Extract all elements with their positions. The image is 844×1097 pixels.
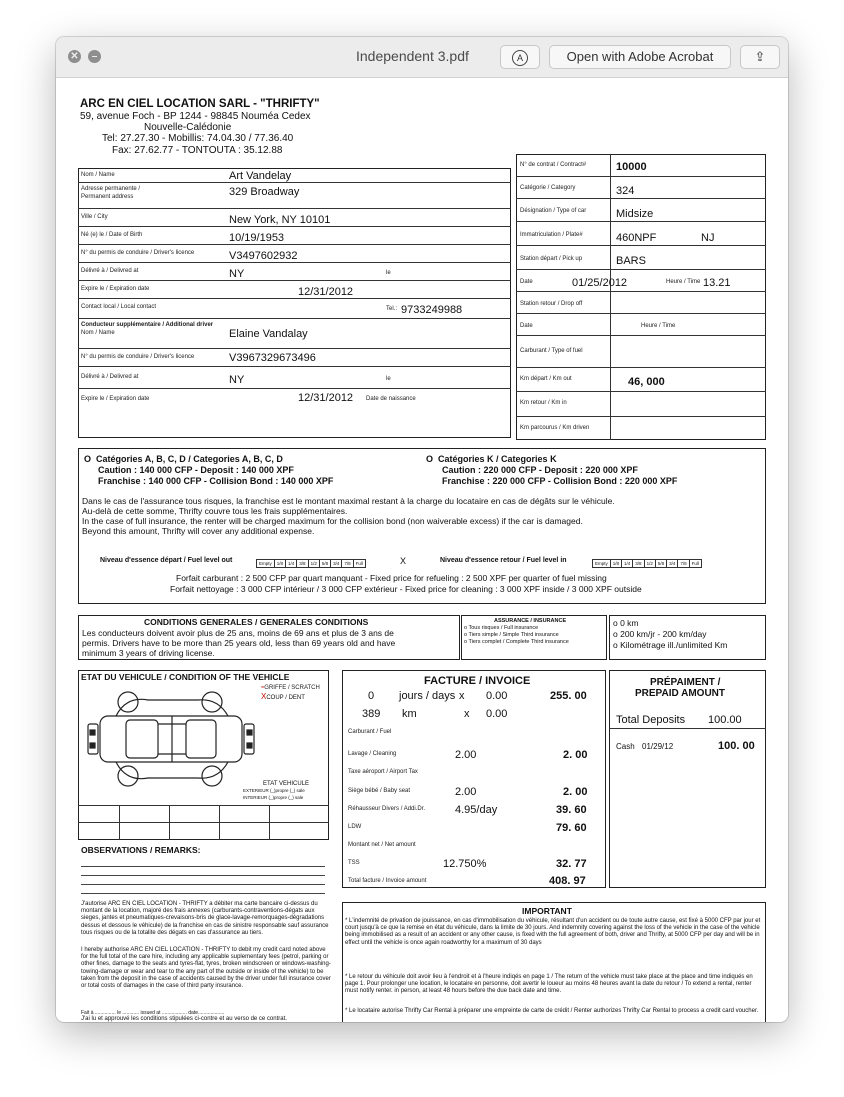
- category-label: Catégorie / Category: [520, 185, 576, 191]
- fuel-out-gauge[interactable]: [256, 555, 365, 573]
- customer-license: V3497602932: [229, 250, 298, 262]
- vehicle-condition-title: ETAT DU VEHICULE / CONDITION OF THE VEHICLE: [81, 672, 290, 682]
- invoice-tss-label: TSS: [348, 860, 360, 866]
- fuel-in-level: Full: [689, 559, 702, 568]
- fuel-in-level: 1/2: [644, 559, 656, 568]
- conditions-line-3: minimum 3 years of driving license.: [82, 648, 215, 658]
- fuel-out-level: Empty: [256, 559, 275, 568]
- additional-driver-name: Elaine Vandalay: [229, 328, 308, 340]
- pickup-time-label: Heure / Time: [666, 279, 701, 285]
- company-fax: Fax: 27.62.77 - TONTOUTA : 35.12.88: [112, 145, 283, 156]
- insurance-para-4: Beyond this amount, Thrifty will cover any additional expense.: [82, 526, 315, 536]
- customer-dob: 10/19/1953: [229, 232, 285, 244]
- invoice-box: [342, 670, 606, 888]
- fuel-out-level: 1/4: [285, 559, 297, 568]
- km-out-label: Km départ / Km out: [520, 376, 572, 382]
- fuel-out-level: 5/8: [319, 559, 331, 568]
- interior-state[interactable]: INTERIEUR (_)propre (_) sale: [243, 795, 304, 800]
- invoice-days-label: jours / days: [399, 690, 456, 702]
- annotate-button[interactable]: [500, 45, 540, 69]
- customer-expire: 12/31/2012: [298, 286, 354, 298]
- add-issued-label: Délivré à / Delivred at: [81, 374, 139, 380]
- category-left-option[interactable]: [84, 454, 283, 464]
- add-name-label: Nom / Name: [81, 330, 115, 336]
- mileage-0km-option[interactable]: o 0 km: [613, 618, 639, 628]
- issued-le-label: le: [386, 270, 391, 276]
- dob-label: Né (e) le / Date of Birth: [81, 232, 143, 238]
- insurance-para-3: In the case of full insurance, the renter will be charged maximum for the collision bond (non waiverable excess) if the car is damaged.: [82, 516, 583, 526]
- invoice-fuel-label: Carburant / Fuel: [348, 729, 392, 735]
- pickup-date-label: Date: [520, 279, 533, 285]
- vehicle-diagram[interactable]: [86, 690, 256, 790]
- mileage-unlimited-option[interactable]: o Kilométrage ill./unlimited Km: [613, 640, 728, 650]
- address-label-1: Adresse permanente /: [81, 186, 141, 192]
- category-left-deposit: Caution : 140 000 CFP - Deposit : 140 000 XPF: [98, 465, 294, 475]
- additional-driver-expire: 12/31/2012: [298, 392, 354, 404]
- prepayment-title-2: PREPAID AMOUNT: [635, 688, 725, 699]
- invoice-days-total: 255. 00: [550, 690, 587, 702]
- insurance-para-1: Dans le cas de l'assurance tous risques, la franchise est le montant maximal restant à la charge du locataire en cas de dégâts sur le véhicule.: [82, 496, 615, 506]
- cash-date: 01/29/12: [642, 742, 674, 751]
- invoice-tss-rate: 12.750%: [443, 858, 487, 870]
- invoice-cleaning-rate: 2.00: [455, 749, 477, 761]
- fuel-in-level: 3/4: [666, 559, 678, 568]
- category-right-option[interactable]: [426, 454, 557, 464]
- important-title: IMPORTANT: [522, 906, 572, 916]
- fuel-in-level: 1/4: [621, 559, 633, 568]
- conditions-line-1: Les conducteurs doivent avoir plus de 25 ans, moins de 69 ans et plus de 3 ans de: [82, 628, 394, 638]
- invoice-total-label: Total facture / Invoice amount: [348, 878, 427, 884]
- expire-label: Expire le / Expiration date: [81, 286, 150, 292]
- car-type: Midsize: [616, 208, 654, 220]
- prepayment-box: [609, 670, 766, 888]
- invoice-cleaning-label: Lavage / Cleaning: [348, 751, 397, 757]
- fuel-out-level: 3/4: [330, 559, 342, 568]
- add-birth-label: Date de naissance: [366, 396, 416, 402]
- invoice-seat-rate: 2.00: [455, 786, 477, 798]
- minimize-icon[interactable]: –: [88, 50, 101, 63]
- cleaning-fixed-price: Forfait nettoyage : 3 000 CFP intérieur / 3 000 CFP extérieur - Fixed price for cleaning : 3 000 XPF inside / 3 000 XPF outside: [170, 584, 642, 594]
- accept-line-1: J'ai lu et approuvé les conditions stipulées ci-contre et au verso de ce contrat.: [81, 1016, 287, 1022]
- contract-number-label: N° de contrat / Contract#: [520, 162, 587, 168]
- exterior-state[interactable]: EXTERIEUR (_)propre (_) sale: [243, 788, 305, 793]
- total-deposits-label: Total Deposits: [616, 714, 686, 726]
- plate-number: 460NPF: [616, 232, 657, 244]
- contact-label: Contact local / Local contact: [81, 304, 157, 310]
- add-expire-label: Expire le / Expiration date: [81, 396, 150, 402]
- invoice-km-label: km: [402, 708, 417, 720]
- invoice-km-rate: 0.00: [486, 708, 508, 720]
- prepayment-title-1: PRÉPAIMENT /: [650, 677, 721, 688]
- category-left-title: Catégories A, B, C, D / Categories A, B, C, D: [96, 454, 283, 464]
- km-out: 46, 000: [628, 376, 665, 388]
- invoice-days-rate: 0.00: [486, 690, 508, 702]
- invoice-misc-total: 39. 60: [556, 804, 587, 816]
- pdf-page[interactable]: [56, 78, 788, 1022]
- annotate-icon: A: [512, 50, 528, 66]
- additional-driver-label: Conducteur supplémentaire / Additional driver: [81, 322, 214, 328]
- plate-state: NJ: [701, 232, 715, 244]
- insurance-full-option[interactable]: o Tous risques / Full insurance: [464, 625, 539, 631]
- dent-label: COUP / DENT: [266, 695, 305, 701]
- company-region: Nouvelle-Calédonie: [144, 122, 232, 133]
- invoice-tss-total: 32. 77: [556, 858, 587, 870]
- city-label: Ville / City: [81, 214, 108, 220]
- category-right-radio: O: [426, 454, 434, 464]
- return-date-label: Date: [520, 323, 533, 329]
- fait-a-line: Fait à ............... le ............ issued at .................. date...................: [81, 1010, 225, 1016]
- fuel-in-level: 1/8: [610, 559, 622, 568]
- invoice-misc-rate: 4.95/day: [455, 804, 498, 816]
- fuel-fixed-price: Forfait carburant : 2 500 CFP par quart manquant - Fixed price for refueling : 2 500 XPF per quarter of fuel missing: [176, 573, 607, 583]
- fuel-in-gauge[interactable]: [592, 555, 701, 573]
- category-right-deposit: Caution : 220 000 CFP - Deposit : 220 000 XPF: [442, 465, 638, 475]
- invoice-total: 408. 97: [549, 875, 586, 887]
- pickup-time: 13.21: [703, 277, 731, 289]
- additional-driver-issued: NY: [229, 374, 245, 386]
- company-tel: Tel: 27.27.30 - Mobillis: 74.04.30 / 77.36.40: [102, 133, 294, 144]
- fuel-out-level: 1/8: [274, 559, 286, 568]
- invoice-airport-label: Taxe aéroport / Airport Tax: [348, 769, 418, 775]
- dropoff-label: Station retour / Drop off: [520, 301, 583, 307]
- category-left-franchise: Franchise : 140 000 CFP - Collision Bond : 140 000 XPF: [98, 476, 334, 486]
- insurance-para-2: Au-delà de cette somme, Thrifty couvre tous les frais supplémentaires.: [82, 506, 348, 516]
- issued-label: Délivré à / Delivred at: [81, 268, 139, 274]
- fuel-type-label: Carburant / Type of fuel: [520, 348, 583, 354]
- cash-amount: 100. 00: [718, 740, 755, 752]
- fuel-in-level: 7/8: [677, 559, 689, 568]
- important-p3: * Le locataire autorise Thrifty Car Rental à préparer une empreinte de carte de crédit / Renter authorizes Thrifty Car Rental to process a credit card voucher.: [345, 1008, 759, 1014]
- license-label: N° du permis de conduire / Driver's licence: [81, 250, 195, 256]
- km-in-label: Km retour / Km in: [520, 400, 567, 406]
- fuel-out-level: 3/8: [296, 559, 308, 568]
- invoice-cleaning-total: 2. 00: [563, 749, 588, 761]
- invoice-ldw-total: 79. 60: [556, 822, 587, 834]
- customer-address: 329 Broadway: [229, 186, 300, 198]
- contract-number: 10000: [616, 161, 647, 173]
- pickup-label: Station départ / Pick up: [520, 256, 583, 262]
- customer-city: New York, NY 10101: [229, 214, 331, 226]
- address-label-2: Permanent address: [81, 194, 134, 200]
- fuel-in-level: 5/8: [655, 559, 667, 568]
- fuel-out-level: 7/8: [341, 559, 353, 568]
- invoice-days-qty: 0: [368, 690, 375, 702]
- window-title: Independent 3.pdf: [356, 48, 469, 64]
- open-with-acrobat-button[interactable]: Open with Adobe Acrobat: [549, 45, 731, 69]
- close-icon[interactable]: ✕: [68, 50, 81, 63]
- category-left-radio: O: [84, 454, 92, 464]
- invoice-km-x: x: [464, 708, 470, 720]
- km-driven-label: Km parcourus / Km driven: [520, 425, 590, 431]
- conditions-line-2: permis. Drivers have to be more than 25 years old, less than 69 years old and have: [82, 638, 396, 648]
- fuel-out-level: Full: [353, 559, 366, 568]
- scratch-legend: ≈GRIFFE / SCRATCH: [261, 685, 320, 691]
- fuel-out-mark: X: [400, 556, 407, 566]
- dent-mark: X: [261, 692, 267, 701]
- invoice-ldw-label: LDW: [348, 824, 362, 830]
- mileage-200km-option[interactable]: o 200 km/jr - 200 km/day: [613, 629, 707, 639]
- conditions-title: CONDITIONS GENERALES / GENERALES CONDITIONS: [144, 617, 369, 627]
- invoice-km-qty: 389: [362, 708, 381, 720]
- authorization-fr: J'autorise ARC EN CIEL LOCATION - THRIFTY a débiter ma carte bancaire ci-dessus du montant de la location, majoré des frais annexes (carburants-contraventions-dégats aux sieges, jantes et pneumatiques-crevaisons-bris de glace-lavage-remorquages-dégradations dessus et dessous le véhicule) de la franchise en cas de sinistre responsable sauf assurance tous risques ou de la totalite des dégats en cas d'assurance au tiers.: [81, 901, 329, 936]
- customer-tel: 9733249988: [401, 304, 463, 316]
- add-issued-le-label: le: [386, 376, 391, 382]
- vehicle-state-title: ETAT VEHICULE: [263, 781, 310, 787]
- customer-name: Art Vandelay: [229, 170, 292, 182]
- fuel-in-level: Empty: [592, 559, 611, 568]
- cash-label: Cash: [616, 742, 635, 751]
- invoice-net-label: Montant net / Net amount: [348, 842, 416, 848]
- category-right-title: Catégories K / Categories K: [438, 454, 557, 464]
- invoice-title: FACTURE / INVOICE: [424, 675, 531, 687]
- car-type-label: Désignation / Type of car: [520, 208, 587, 214]
- dent-legend: [261, 692, 305, 701]
- category-right-franchise: Franchise : 220 000 CFP - Collision Bond : 220 000 XPF: [442, 476, 678, 486]
- important-p1: * L'indemnité de privation de jouissance, en cas d'immobilisation du véhicule, résultant d'un accident ou de toute autre cause, est fixé à 5000 CFP par jour et court jusqu'à ce que la remise en état du véhicule, dans la limite de 30 jours. And indemnity covering against the loss of the vehicle in the case of the vehicle being immobilised as a result of an accident or any other cause, is fixed with the full agreement of both, driver and Thrifty, at 5000 CFP per day and will be in effect until the vehicle is once again roadworthy for a maximum of 30 days: [345, 918, 761, 946]
- scratch-label: GRIFFE / SCRATCH: [264, 685, 320, 691]
- fuel-out-label: Niveau d'essence départ / Fuel level out: [100, 557, 233, 564]
- fuel-out-level: 1/2: [308, 559, 320, 568]
- company-address: 59, avenue Foch - BP 1244 - 98845 Nouméa Cedex: [80, 111, 311, 122]
- pickup-station: BARS: [616, 255, 646, 267]
- contact-tel-label: Tel.:: [386, 306, 398, 312]
- fuel-in-level: 3/8: [632, 559, 644, 568]
- observations-title: OBSERVATIONS / REMARKS:: [81, 845, 201, 855]
- additional-driver-license: V3967329673496: [229, 352, 316, 364]
- important-p2: * Le retour du véhicule doit avoir lieu à l'endroit et à l'heure indiqés en page 1 / The return of the vehicle must take place at the place and time indiqués en page 1. Pour prolonger une location, le locataire en personne, doit avertir le loueur au moins 48 heures avant la date du retour / To extend a rental, renter must notify renter. in person, at least 48 hours before the due back date and time.: [345, 974, 753, 995]
- invoice-seat-label: Siège bébé / Baby seat: [348, 788, 411, 794]
- return-time-label: Heure / Time: [641, 323, 676, 329]
- insurance-title: ASSURANCE / INSURANCE: [494, 618, 567, 624]
- insurance-simple-option[interactable]: o Tiers simple / Simple Third insurance: [464, 632, 559, 638]
- authorization-en: I hereby authorise ARC EN CIEL LOCATION - THRIFTY to debit my credit card noted above for the full total of the care hire, including any applicable suplementary fees (petrol, parking or other fines, damage to the seats and tyres-flat, tyres, broken windscreen or windows-washing-towing-damage or wear and tear to the any part of the outside or inside of the vehicle) to be taken from the deposit in the case of accidents caused by the driver under full insurance cover or total costs of damages in the case of third party insurance.: [81, 947, 331, 990]
- contract-category: 324: [616, 185, 635, 197]
- invoice-days-x: x: [459, 690, 465, 702]
- customer-issued: NY: [229, 268, 245, 280]
- add-license-label: N° du permis de conduire / Driver's licence: [81, 354, 195, 360]
- contract-box: [516, 154, 766, 440]
- fuel-in-label: Niveau d'essence retour / Fuel level in: [440, 557, 567, 564]
- invoice-misc-label: Réhausseur Divers / Addi.Dr.: [348, 806, 426, 812]
- pickup-date: 01/25/2012: [572, 277, 628, 289]
- title-bar: [56, 37, 788, 78]
- insurance-complete-option[interactable]: o Tiers complet / Complete Third insurance: [464, 639, 569, 645]
- total-deposits: 100.00: [708, 714, 742, 726]
- pdf-viewer-window: [56, 37, 788, 1022]
- company-name: ARC EN CIEL LOCATION SARL - "THRIFTY": [80, 98, 320, 110]
- share-icon: ⇪: [754, 49, 766, 64]
- invoice-seat-total: 2. 00: [563, 786, 588, 798]
- name-label: Nom / Name: [81, 172, 115, 178]
- share-button[interactable]: [740, 45, 780, 69]
- plate-label: Immatriculation / Plate#: [520, 232, 583, 238]
